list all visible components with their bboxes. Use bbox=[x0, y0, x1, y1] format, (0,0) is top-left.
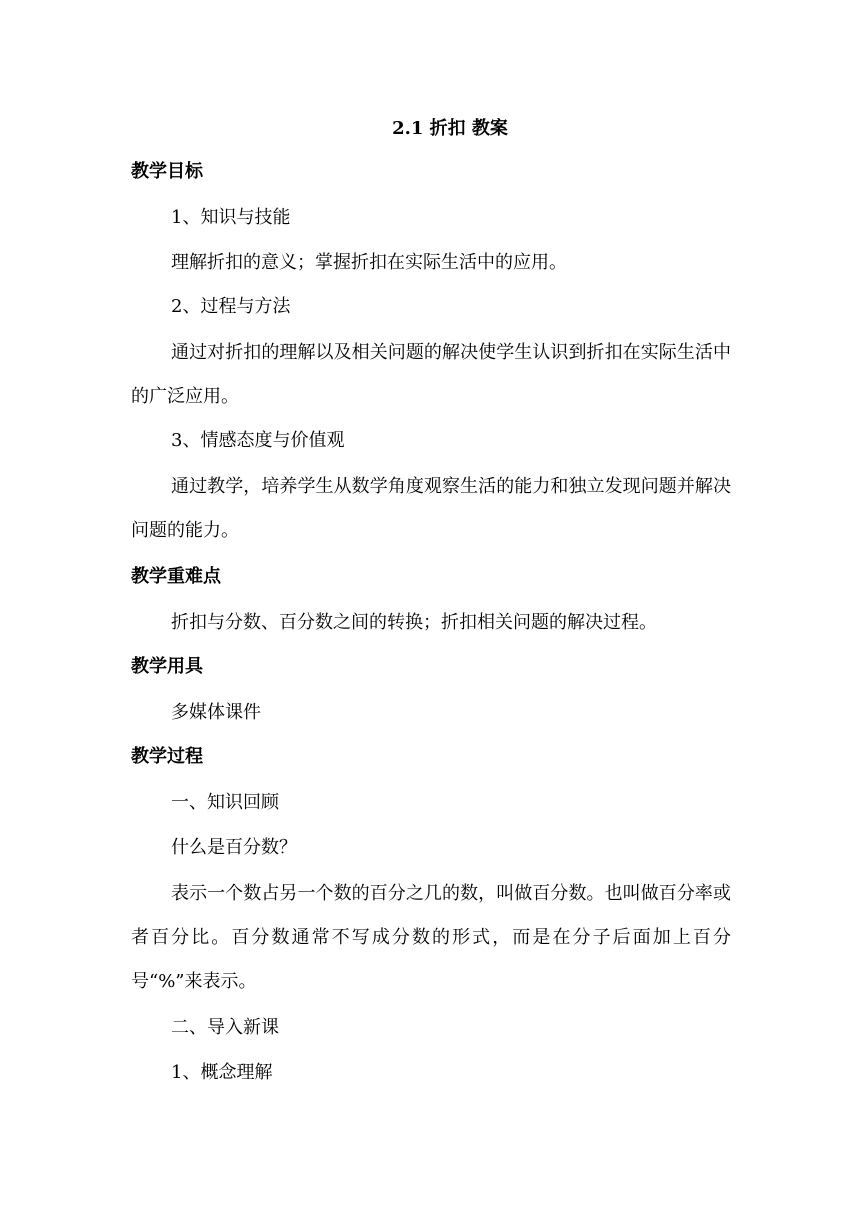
objective-1-text: 理解折扣的意义；掌握折扣在实际生活中的应用。 bbox=[171, 252, 567, 273]
objective-1-title: 1、知识与技能 bbox=[171, 207, 291, 228]
process-part-1-title: 一、知识回顾 bbox=[171, 792, 279, 813]
objective-3-title: 3、情感态度与价值观 bbox=[171, 430, 345, 451]
objective-2-title: 2、过程与方法 bbox=[171, 296, 291, 317]
process-sub-1-title: 1、概念理解 bbox=[171, 1062, 273, 1083]
heading-process: 教学过程 bbox=[131, 746, 203, 767]
heading-tools: 教学用具 bbox=[131, 656, 203, 677]
process-answer: 表示一个数占另一个数的百分之几的数，叫做百分数。也叫做百分率或者百分比。百分数通常不写成分数的形式，而是在分子后面加上百分号“%”来表示。 bbox=[131, 883, 731, 992]
objective-3-text: 通过教学，培养学生从数学角度观察生活的能力和独立发现问题并解决问题的能力。 bbox=[131, 476, 731, 541]
process-part-2-title: 二、导入新课 bbox=[171, 1017, 279, 1038]
tools-text: 多媒体课件 bbox=[171, 702, 261, 723]
process-question: 什么是百分数？ bbox=[171, 837, 297, 858]
heading-objectives: 教学目标 bbox=[131, 161, 203, 182]
objective-2-text: 通过对折扣的理解以及相关问题的解决使学生认识到折扣在实际生活中的广泛应用。 bbox=[131, 342, 731, 407]
heading-key-points: 教学重难点 bbox=[131, 566, 221, 587]
page-title: 2.1 折扣 教案 bbox=[392, 118, 508, 139]
key-points-text: 折扣与分数、百分数之间的转换；折扣相关问题的解决过程。 bbox=[171, 612, 657, 633]
